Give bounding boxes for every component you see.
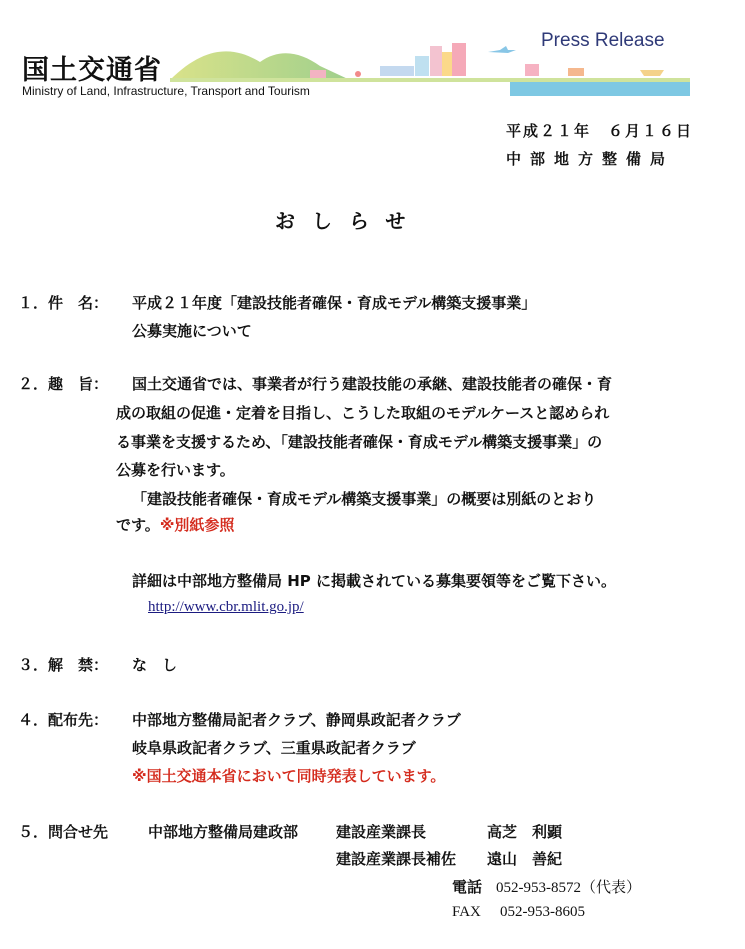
item1-line1: 平成２１年度「建設技能者確保・育成モデル構築支援事業」 <box>132 294 537 312</box>
item2-line2: 成の取組の促進・定着を目指し、こうした取組のモデルケースと認められ <box>116 404 610 422</box>
item1-line2: 公募実施について <box>132 322 252 340</box>
phone-label: 電話 <box>452 878 483 896</box>
contact-title-1: 建設産業課長 <box>336 823 427 841</box>
item2-label: ２．趣 旨： <box>18 375 109 393</box>
item2-line4: 公募を行います。 <box>116 461 235 479</box>
contact-name-1: 高芝 利顕 <box>487 823 563 841</box>
bureau-website-link[interactable]: http://www.cbr.mlit.go.jp/ <box>148 599 304 615</box>
contact-department: 中部地方整備局建政部 <box>148 823 299 841</box>
simultaneous-release-note: ※国土交通本省において同時発表しています。 <box>132 767 446 785</box>
press-release-label: Press Release <box>541 30 665 51</box>
issue-date: 平成２１年 ６月１６日 <box>506 122 694 140</box>
item4-label: ４．配布先： <box>18 711 109 729</box>
item2-line1: 国土交通省では、事業者が行う建設技能の承継、建設技能者の確保・育 <box>132 375 613 393</box>
city-banner-illustration <box>170 40 690 98</box>
phone-number: 052-953-8572（代表） <box>496 880 641 896</box>
issuing-bureau: 中部地方整備局 <box>506 150 675 168</box>
item4-line1: 中部地方整備局記者クラブ、静岡県政記者クラブ <box>132 711 461 729</box>
fax-number: 052-953-8605 <box>500 904 585 920</box>
item4-line2: 岐阜県政記者クラブ、三重県政記者クラブ <box>132 739 416 757</box>
item2-line6-text: です。 <box>116 516 160 534</box>
fax-label: FAX <box>452 904 481 920</box>
item3-label: ３．解 禁： <box>18 656 109 674</box>
item2-line6 <box>116 514 234 535</box>
document-title: おしらせ <box>275 209 423 233</box>
item1-label: １．件 名： <box>18 294 109 312</box>
item2-line5: 「建設技能者確保・育成モデル構築支援事業」の概要は別紙のとおり <box>132 490 597 508</box>
ministry-logo-jp: 国土交通省 <box>22 55 162 86</box>
ministry-name-en: Ministry of Land, Infrastructure, Transport and Tourism <box>22 84 310 98</box>
item2-detail: 詳細は中部地方整備局 HP に掲載されている募集要領等をご覧下さい。 <box>132 572 616 590</box>
item5-label: ５．問合せ先 <box>18 823 109 841</box>
contact-title-2: 建設産業課長補佐 <box>336 850 457 868</box>
item2-line3: る事業を支援するため、「建設技能者確保・育成モデル構築支援事業」の <box>116 433 603 451</box>
contact-name-2: 遠山 善紀 <box>487 850 563 868</box>
item3-value: な し <box>132 656 178 674</box>
attachment-note: ※別紙参照 <box>159 516 235 534</box>
